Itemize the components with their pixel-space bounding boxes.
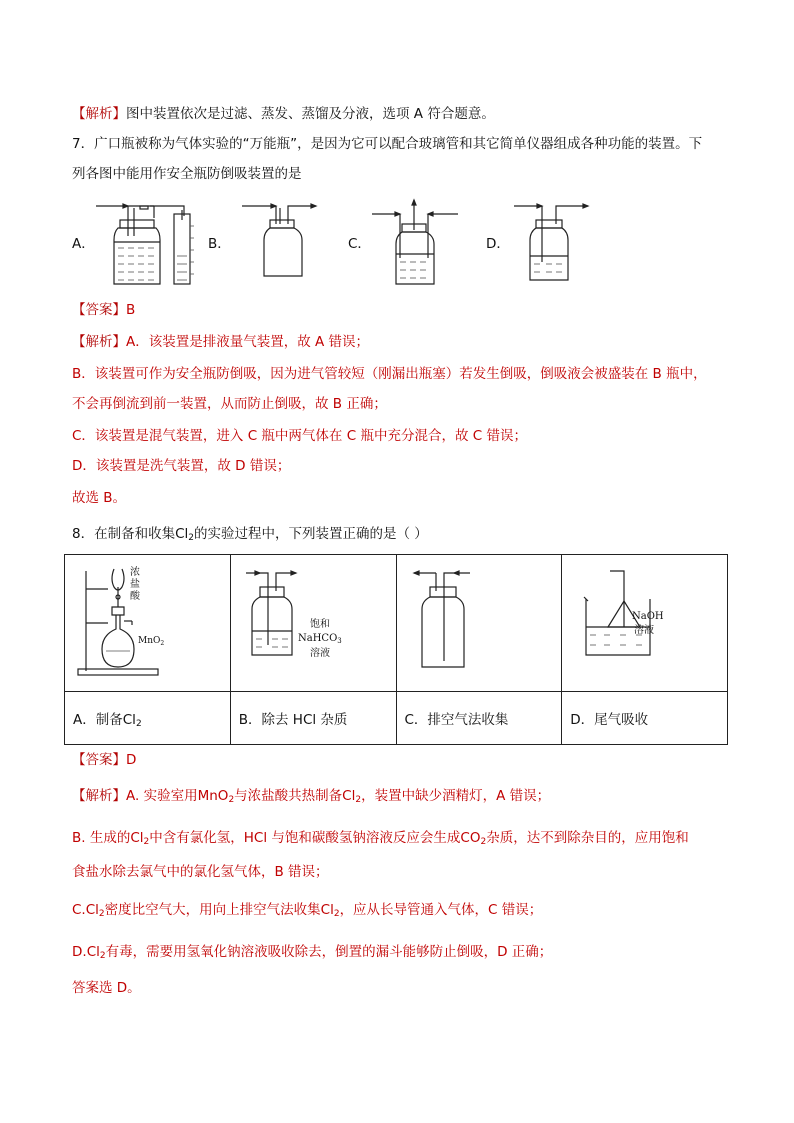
q8-caption-a [65, 692, 231, 745]
prev-analysis [72, 104, 732, 124]
q8-analysis-d [72, 942, 732, 966]
q7-figure-b [240, 196, 320, 280]
formula: Cl [342, 788, 356, 804]
q8-figure-c [404, 561, 554, 681]
q7-figure-d [510, 196, 592, 284]
q7-analysis-3: 不会再倒流到前一装置，从而防止倒吸，故 B 正确； [72, 396, 387, 412]
formula: Cl [85, 902, 99, 918]
label-conc: 浓 [130, 567, 141, 578]
q8-figure-b [238, 561, 388, 681]
formula-sub: 2 [188, 533, 195, 543]
formula: Cl [86, 944, 100, 960]
label-nahco3: NaHCO$_3$ [298, 633, 342, 645]
q8-analysis-a [72, 786, 732, 810]
q8-caption-b: B．除去 HCl 杂质 [230, 692, 396, 745]
analysis-text: A．该装置是排液量气装置，故 A 错误； [126, 334, 370, 350]
answer-tag: 【答案】 [72, 752, 126, 768]
formula-sub: 2 [333, 909, 340, 919]
q7-stem-line1: 7．广口瓶被称为气体实验的“万能瓶”，是因为它可以配合玻璃管和其它简单仪器组成各种功能的装置。下 [72, 136, 703, 152]
formula: CO [460, 830, 481, 846]
formula: Cl [320, 902, 334, 918]
q7-analysis-5: D．该装置是洗气装置，故 D 错误； [72, 458, 291, 474]
label-hcl-2: 酸 [130, 591, 141, 602]
q8-cell-b [230, 555, 396, 692]
q7-figure-a [94, 196, 206, 288]
formula-sub: 2 [480, 837, 487, 847]
answer-tag: 【答案】 [72, 302, 126, 318]
q7-stem-line2: 列各图中能用作安全瓶防倒吸装置的是 [72, 166, 302, 182]
formula: Cl [175, 526, 189, 542]
q7-analysis-2: B．该装置可作为安全瓶防倒吸，因为进气管较短（刚漏出瓶塞）若发生倒吸，倒吸液会被盛装在 B 瓶中， [72, 366, 707, 382]
q8-cell-d [562, 555, 728, 692]
analysis-text: 杂质，达不到除杂目的，应用饱和 [486, 830, 689, 846]
analysis-tag: 【解析】 [72, 334, 126, 350]
label-hcl-1: 盐 [130, 579, 141, 590]
analysis-text: D. [72, 944, 87, 960]
analysis-text: ，应从长导管通入气体，C 错误； [339, 902, 543, 918]
q7-option-c-label: C． [348, 236, 371, 252]
label-saturated: 饱和 [310, 619, 331, 630]
stem-part: 8．在制备和收集 [72, 526, 176, 542]
q8-options-table [64, 554, 728, 745]
analysis-text: C. [72, 902, 86, 918]
q8-stem [72, 524, 732, 548]
q8-analysis-c [72, 900, 732, 924]
q7-analysis-4: C．该装置是混气装置，进入 C 瓶中两气体在 C 瓶中充分混合，故 C 错误； [72, 428, 527, 444]
stem-part: 的实验过程中，下列装置正确的是（ ） [194, 526, 428, 542]
formula-sub: 2 [135, 718, 142, 729]
analysis-text: 与浓盐酸共热制备 [234, 788, 343, 804]
q7-option-b-label: B． [208, 236, 231, 252]
q7-option-d-label: D． [486, 236, 510, 252]
formula-sub: 2 [98, 909, 105, 919]
answer-value: D [126, 752, 137, 768]
analysis-text: ，装置中缺少酒精灯，A 错误； [361, 788, 551, 804]
q7-option-a-label: A． [72, 236, 95, 252]
q8-figure-d [570, 561, 720, 681]
formula-sub: 2 [143, 837, 150, 847]
label-solution: 溶液 [310, 648, 331, 659]
q7-figure-c [370, 196, 460, 288]
analysis-text: 有毒，需要用氢氧化钠溶液吸收除去，倒置的漏斗能够防止倒吸，D 正确； [105, 944, 553, 960]
formula: Cl [130, 830, 144, 846]
formula-sub: 2 [355, 795, 362, 805]
q7-analysis-6: 故选 B。 [72, 490, 127, 506]
formula: Cl [122, 711, 136, 728]
label-naoh: NaOH [631, 611, 664, 622]
formula-sub: 2 [228, 795, 235, 805]
q8-analysis-b-2: 食盐水除去氯气中的氯化氢气体，B 错误； [72, 864, 329, 880]
q8-figure-a [72, 561, 222, 681]
label-solution: 溶液 [633, 625, 654, 636]
q8-answer [72, 750, 732, 770]
formula: MnO [197, 788, 229, 804]
answer-value: B [126, 302, 136, 318]
formula-sub: 2 [99, 951, 106, 961]
q8-caption-d: D．尾气吸收 [562, 692, 728, 745]
q8-analysis-b-1 [72, 828, 732, 852]
analysis-text: B. 生成的 [72, 830, 131, 846]
q8-cell-a [65, 555, 231, 692]
q7-analysis-1 [72, 332, 732, 352]
analysis-text: 中含有氯化氢，HCl 与饱和碳酸氢钠溶液反应会生成 [149, 830, 461, 846]
q8-analysis-final: 答案选 D。 [72, 980, 141, 996]
q8-cell-c [396, 555, 562, 692]
analysis-tag: 【解析】 [72, 788, 126, 804]
analysis-text: 图中装置依次是过滤、蒸发、蒸馏及分液，选项 A 符合题意。 [126, 106, 495, 122]
label-mno2: MnO$_2$ [138, 636, 165, 647]
q8-caption-c: C．排空气法收集 [396, 692, 562, 745]
caption-text: A．制备 [73, 711, 123, 728]
analysis-text: A. 实验室用 [126, 788, 198, 804]
analysis-text: 密度比空气大，用向上排空气法收集 [104, 902, 321, 918]
analysis-tag: 【解析】 [72, 106, 126, 122]
q7-answer [72, 300, 732, 320]
